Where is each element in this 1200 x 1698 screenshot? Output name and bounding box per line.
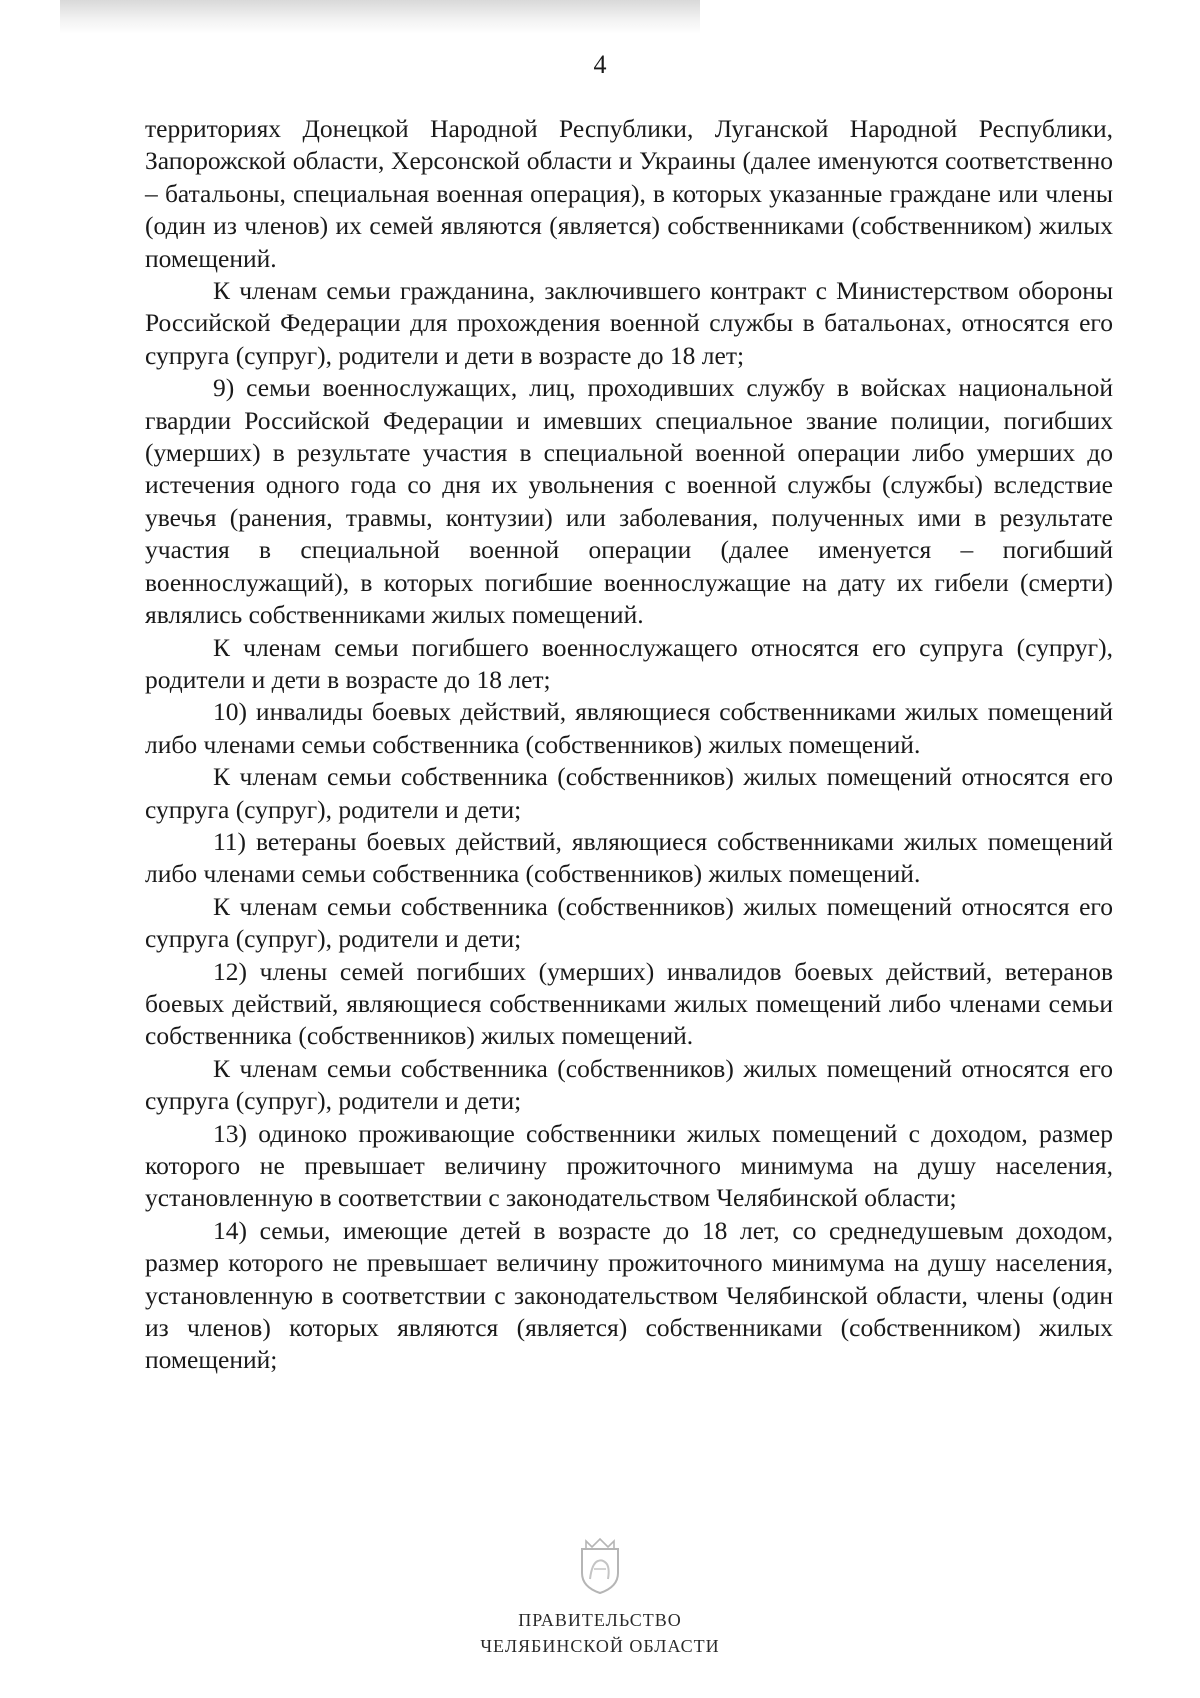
paragraph: К членам семьи собственника (собственников) жилых помещений относятся его супруга (супруг), родители и дети; <box>145 1053 1113 1116</box>
paragraph: К членам семьи погибшего военнослужащего относятся его супруга (супруг), родители и дети в возрасте до 18 лет; <box>145 632 1113 694</box>
paragraph: территориях Донецкой Народной Республики, Луганской Народной Республики, Запорожской области, Херсонской области и Украины (далее именуются соответственно – батальоны, специальная военная операция), в которых указанные граждане или члены (один из членов) их семей являются (является) собственниками (собственником) жилых помещений. <box>145 114 1113 273</box>
coat-of-arms-icon <box>572 1535 628 1597</box>
document-body <box>145 113 1113 1377</box>
scan-edge-shadow <box>60 0 700 34</box>
paragraph: К членам семьи собственника (собственников) жилых помещений относятся его супруга (супруг), родители и дети; <box>145 762 1113 824</box>
government-stamp <box>0 1535 1200 1659</box>
page-number: 4 <box>593 50 607 79</box>
stamp-line-1: ПРАВИТЕЛЬСТВО <box>518 1610 682 1630</box>
paragraph: К членам семьи собственника (собственников) жилых помещений относятся его супруга (супруг), родители и дети; <box>145 891 1113 954</box>
paragraph: 12) члены семей погибших (умерших) инвалидов боевых действий, ветеранов боевых действий, являющиеся собственниками жилых помещений либо членами семьи собственника (собственников) жилых помещений. <box>145 956 1113 1051</box>
paragraph: 14) семьи, имеющие детей в возрасте до 18 лет, со среднедушевым доходом, размер которого не превышает величину прожиточного минимума на душу населения, установленную в соответствии с законодательством Челябинской области, члены (один из членов) которых являются (является) собственниками (собственником) жилых помещений; <box>145 1215 1113 1375</box>
paragraph: 13) одиноко проживающие собственники жилых помещений с доходом, размер которого не превышает величину прожиточного минимума на душу населения, установленную в соответствии с законодательством Челябинской области; <box>145 1118 1113 1213</box>
stamp-line-2: ЧЕЛЯБИНСКОЙ ОБЛАСТИ <box>480 1636 720 1656</box>
paragraph: 10) инвалиды боевых действий, являющиеся собственниками жилых помещений либо членами семьи собственника (собственников) жилых помещений. <box>145 697 1113 759</box>
paragraph: К членам семьи гражданина, заключившего контракт с Министерством обороны Российской Федерации для прохождения военной службы в батальонах, относятся его супруга (супруг), родители и дети в возрасте до 18 лет; <box>145 276 1113 370</box>
paragraph: 9) семьи военнослужащих, лиц, проходивших службу в войсках национальной гвардии Российской Федерации и имевших специальное звание полиции, погибших (умерших) в результате участия в специальной военной операции либо умерших до истечения одного года со дня их увольнения с военной службы (службы) вследствие увечья (ранения, травмы, контузии) или заболевания, полученных ими в результате участия в специальной военной операции (далее именуется – погибший военнослужащий), в которых погибшие военнослужащие на дату их гибели (смерти) являлись собственниками жилых помещений. <box>145 373 1113 630</box>
paragraph: 11) ветераны боевых действий, являющиеся собственниками жилых помещений либо членами семьи собственника (собственников) жилых помещений. <box>145 826 1113 889</box>
